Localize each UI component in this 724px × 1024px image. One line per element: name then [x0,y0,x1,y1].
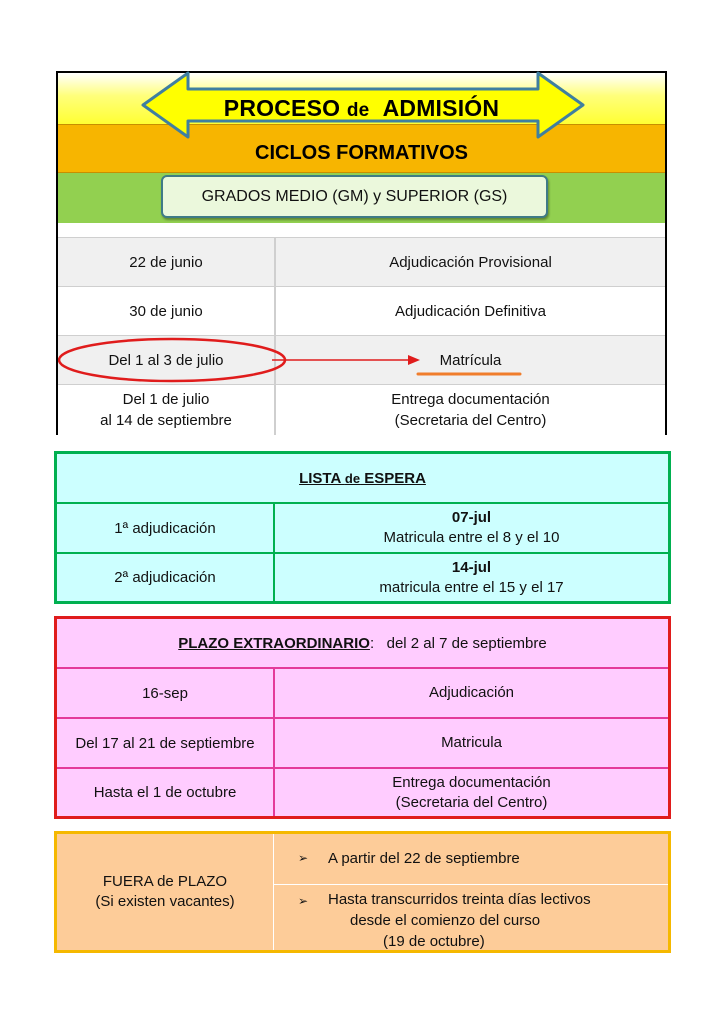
row-event: Adjudicación Definitiva [395,302,546,320]
row-event [276,385,665,435]
lista-espera-title [57,454,668,502]
row-label: 16-sep [57,669,275,717]
row-label: Del 17 al 21 de septiembre [57,719,275,767]
label-line: FUERA de PLAZO [102,873,228,890]
highlight-annotation [58,335,665,385]
row-value: Matricula [441,734,502,751]
arrow-head-icon [408,355,420,365]
row-event: Matrícula [439,351,502,369]
table-row [58,286,665,335]
admission-process-table [56,71,667,435]
page-title [58,95,665,122]
table-row [57,667,668,717]
table-row [58,384,665,435]
title-de: de [346,100,370,121]
title-suffix: ADMISIÓN [382,95,500,121]
grados-box: GRADOS MEDIO (GM) y SUPERIOR (GS) [161,175,548,218]
title-strong: PLAZO EXTRAORDINARIO [178,634,370,652]
item-text: (19 de octubre) [383,933,485,950]
date-line: Del 1 de julio [122,391,210,408]
table-row [57,502,668,552]
row-event: Adjudicación Provisional [389,253,552,271]
title-tail: : del 2 al 7 de septiembre [369,634,547,652]
table-row [57,717,668,767]
item-text: A partir del 22 de septiembre [328,850,520,867]
fuera-label [57,834,274,950]
plazo-extraordinario-table [54,616,671,819]
value-line: (Secretaria del Centro) [395,793,548,811]
row-detail: matricula entre el 15 y el 17 [379,578,564,596]
title-part: ESPERA [360,469,426,487]
fuera-item [274,834,668,885]
arrow-bullet-icon: ➢ [298,894,309,908]
subtitle: CICLOS FORMATIVOS [255,142,468,164]
extraordinario-title [57,619,668,667]
row-value [275,769,668,816]
title-prefix: PROCESO [223,95,347,121]
row-date: Del 1 al 3 de julio [58,336,276,384]
title-part: LISTA [299,469,345,487]
item-text: Hasta transcurridos treinta días lectivos [328,891,591,908]
table-row [57,552,668,601]
row-label: Hasta el 1 de octubre [57,769,275,816]
row-detail: Matricula entre el 8 y el 10 [383,529,560,546]
row-date [58,385,276,435]
spacer [58,223,665,237]
event-line: Entrega documentación [391,391,550,408]
title-part: de [344,470,361,486]
row-value [275,504,668,552]
row-date: 30 de junio [58,287,276,335]
row-date: 07-jul [451,509,492,526]
lista-espera-table [54,451,671,604]
event-line: (Secretaria del Centro) [394,412,547,429]
value-line: Entrega documentación [392,773,551,791]
arrow-bullet-icon: ➢ [298,851,309,865]
table-row [58,237,665,286]
row-date: 14-jul [451,558,492,576]
highlight-ellipse [59,339,285,381]
row-date: 22 de junio [58,238,276,286]
row-label: 1ª adjudicación [57,504,275,552]
row-value: Adjudicación [428,684,515,701]
fuera-item [274,885,668,950]
row-label: 2ª adjudicación [57,554,275,601]
date-line: al 14 de septiembre [100,412,232,429]
item-text: desde el comienzo del curso [350,912,541,929]
row-value [275,554,668,601]
table-row [57,767,668,816]
label-line: (Si existen vacantes) [95,893,235,910]
fuera-plazo-table [54,831,671,953]
